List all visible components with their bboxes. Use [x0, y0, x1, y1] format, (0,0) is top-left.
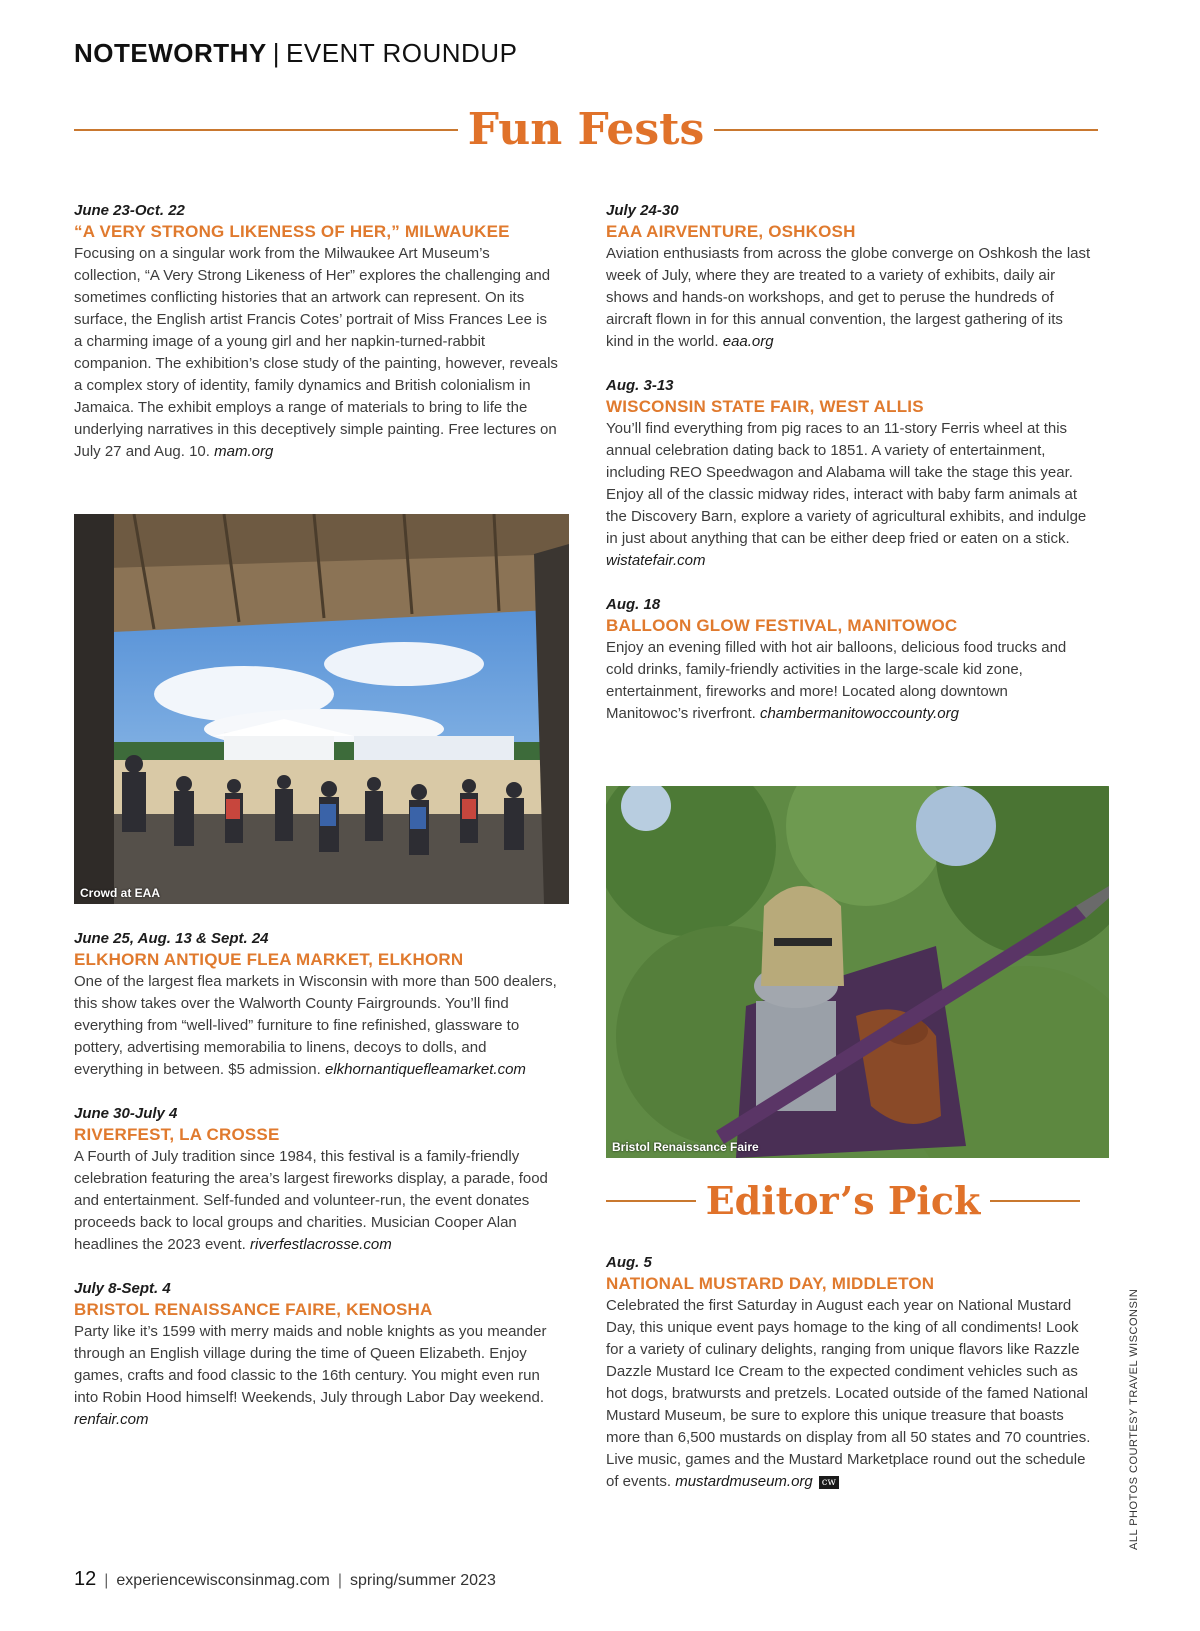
- end-mark-logo: cw: [819, 1476, 839, 1489]
- event-link[interactable]: riverfestlacrosse.com: [249, 1236, 392, 1253]
- heading-rule-right: [990, 1200, 1080, 1202]
- event-description: [74, 1321, 558, 1431]
- event-link[interactable]: elkhornantiquefleamarket.com: [324, 1061, 526, 1078]
- event-text: You’ll find everything from pig races to an 11-story Ferris wheel at this annual celebration dating back to 1851. A variety of entertainment, including REO Speedwagon and Alabama will take the stage this year. Enjoy all of the classic midway rides, interact with baby farm animals at the Discovery Barn, explore a variety of agricultural exhibits, and indulge in just about anything that can be either deep fried or eaten on a stick.: [606, 420, 1087, 547]
- event-title: NATIONAL MUSTARD DAY, MIDDLETON: [606, 1274, 935, 1293]
- faire-photo-illustration: [606, 786, 1109, 1158]
- event-entry: [606, 375, 1092, 572]
- faire-photo-caption: Bristol Renaissance Faire: [612, 1140, 759, 1154]
- event-description: [606, 637, 1092, 725]
- event-link[interactable]: mustardmuseum.org: [675, 1473, 813, 1490]
- event-entry: [74, 1278, 558, 1431]
- photo-credit: ALL PHOTOS COURTESY TRAVEL WISCONSIN: [1128, 1288, 1140, 1550]
- editors-pick-heading: [606, 1178, 1080, 1223]
- fun-fests-heading: [74, 104, 1098, 155]
- event-title: WISCONSIN STATE FAIR, WEST ALLIS: [606, 397, 924, 416]
- event-date: Aug. 5: [606, 1254, 652, 1271]
- event-link[interactable]: eaa.org: [722, 333, 774, 350]
- event-date: July 24-30: [606, 202, 679, 219]
- event-entry: [606, 594, 1092, 725]
- editors-pick-entry: [606, 1252, 1092, 1515]
- event-entry: [74, 200, 558, 463]
- event-text: One of the largest flea markets in Wisconsin with more than 500 dealers, this show takes over the Walworth County Fairgrounds. You’ll find everything from “well-lived” furniture to fine refinished, glassware to pottery, advertising memorabilia to linens, decoys to dolls, and everything in between. $5 admission.: [74, 973, 557, 1078]
- event-title: RIVERFEST, LA CROSSE: [74, 1125, 280, 1144]
- event-link[interactable]: renfair.com: [74, 1411, 149, 1428]
- event-title: ELKHORN ANTIQUE FLEA MARKET, ELKHORN: [74, 950, 464, 969]
- event-entry: [74, 928, 558, 1081]
- event-title: EAA AIRVENTURE, OSHKOSH: [606, 222, 856, 241]
- fun-fests-title: Fun Fests: [467, 104, 705, 155]
- event-entry: [606, 200, 1092, 353]
- event-description: [74, 243, 558, 463]
- event-date: July 8-Sept. 4: [74, 1280, 171, 1297]
- event-description: [606, 418, 1092, 572]
- event-title: BRISTOL RENAISSANCE FAIRE, KENOSHA: [74, 1300, 433, 1319]
- editors-pick-title: Editor’s Pick: [705, 1178, 981, 1223]
- eaa-photo-caption: Crowd at EAA: [80, 886, 161, 900]
- event-description: [606, 243, 1092, 353]
- event-date: June 30-July 4: [74, 1105, 178, 1122]
- event-entry: [74, 1103, 558, 1256]
- event-link[interactable]: mam.org: [214, 443, 274, 460]
- heading-rule-right: [714, 129, 1098, 131]
- subsection-label: EVENT ROUNDUP: [286, 38, 518, 68]
- section-header: [74, 38, 517, 69]
- event-text: Enjoy an evening filled with hot air balloons, delicious food trucks and cold drinks, family-friendly activities in the large-scale kid zone, entertainment, fireworks and more! Located along downtown Manitowoc’s riverfront.: [606, 639, 1067, 722]
- event-text: Celebrated the first Saturday in August each year on National Mustard Day, this unique event pays homage to the king of all condiments! Look for a variety of culinary delights, ranging from unique flavors like Razzle Dazzle Mustard Ice Cream to the expected condiment vehicles such as hot dogs, bratwursts and pretzels. Located outside of the famed National Mustard Museum, be sure to explore this unique treasure that boasts more than 6,500 mustards on display from all 50 states and 70 countries. Live music, games and the Mustard Marketplace round out the schedule of events.: [606, 1297, 1091, 1490]
- heading-rule-left: [606, 1200, 696, 1202]
- event-link[interactable]: chambermanitowoccounty.org: [759, 705, 959, 722]
- section-label: NOTEWORTHY: [74, 38, 267, 68]
- renaissance-faire-photo: [606, 786, 1109, 1158]
- event-date: June 23-Oct. 22: [74, 202, 185, 219]
- header-divider: |: [272, 38, 281, 68]
- event-date: June 25, Aug. 13 & Sept. 24: [74, 930, 269, 947]
- event-text: Aviation enthusiasts from across the globe converge on Oshkosh the last week of July, where they are treated to a variety of exhibits, daily air shows and hands-on workshops, and get to peruse the hundreds of aircraft flown in for this annual convention, the largest gathering of its kind in the world.: [606, 245, 1091, 350]
- event-description: [606, 1295, 1092, 1493]
- event-description: [74, 1146, 558, 1256]
- page-number: 12: [74, 1568, 97, 1590]
- event-link[interactable]: wistatefair.com: [606, 552, 706, 569]
- event-text: Party like it’s 1599 with merry maids and noble knights as you meander through an English village during the time of Queen Elizabeth. Enjoy games, crafts and food classic to the 16th century. You might even run into Robin Hood himself! Weekends, July through Labor Day weekend.: [74, 1323, 547, 1406]
- left-column-bottom: [74, 928, 558, 1453]
- event-title: “A VERY STRONG LIKENESS OF HER,” MILWAUKEE: [74, 222, 510, 241]
- eaa-crowd-photo: [74, 514, 569, 904]
- eaa-photo-illustration: [74, 514, 569, 904]
- footer-divider: |: [104, 1572, 109, 1589]
- footer-divider: |: [337, 1572, 342, 1589]
- event-text: A Fourth of July tradition since 1984, this festival is a family-friendly celebration featuring the area’s largest fireworks display, a parade, food and entertainment. Self-funded and volunteer-run, the event donates proceeds back to local groups and charities. Musician Cooper Alan headlines the 2023 event.: [74, 1148, 548, 1253]
- right-column-top: [606, 200, 1092, 747]
- event-text: Focusing on a singular work from the Milwaukee Art Museum’s collection, “A Very Strong Likeness of Her” explores the challenging and sometimes conflicting histories that an artwork can represent. On its surface, the English artist Francis Cotes’ portrait of Miss Frances Lee is a charming image of a young girl and her napkin-turned-rabbit companion. The exhibition’s close study of the painting, however, reveals a complex story of identity, family dynamics and British colonialism in Jamaica. The exhibit employs a range of materials to bring to life the underlying narratives in this deceptively simple painting. Free lectures on July 27 and Aug. 10.: [74, 245, 558, 460]
- footer-issue: spring/summer 2023: [350, 1572, 496, 1589]
- event-entry: [606, 1252, 1092, 1493]
- event-date: Aug. 3-13: [606, 377, 674, 394]
- event-date: Aug. 18: [606, 596, 661, 613]
- footer-website[interactable]: experiencewisconsinmag.com: [116, 1572, 330, 1589]
- heading-rule-left: [74, 129, 458, 131]
- page-footer: [74, 1568, 496, 1591]
- left-column-top: [74, 200, 558, 485]
- event-title: BALLOON GLOW FESTIVAL, MANITOWOC: [606, 616, 958, 635]
- event-description: [74, 971, 558, 1081]
